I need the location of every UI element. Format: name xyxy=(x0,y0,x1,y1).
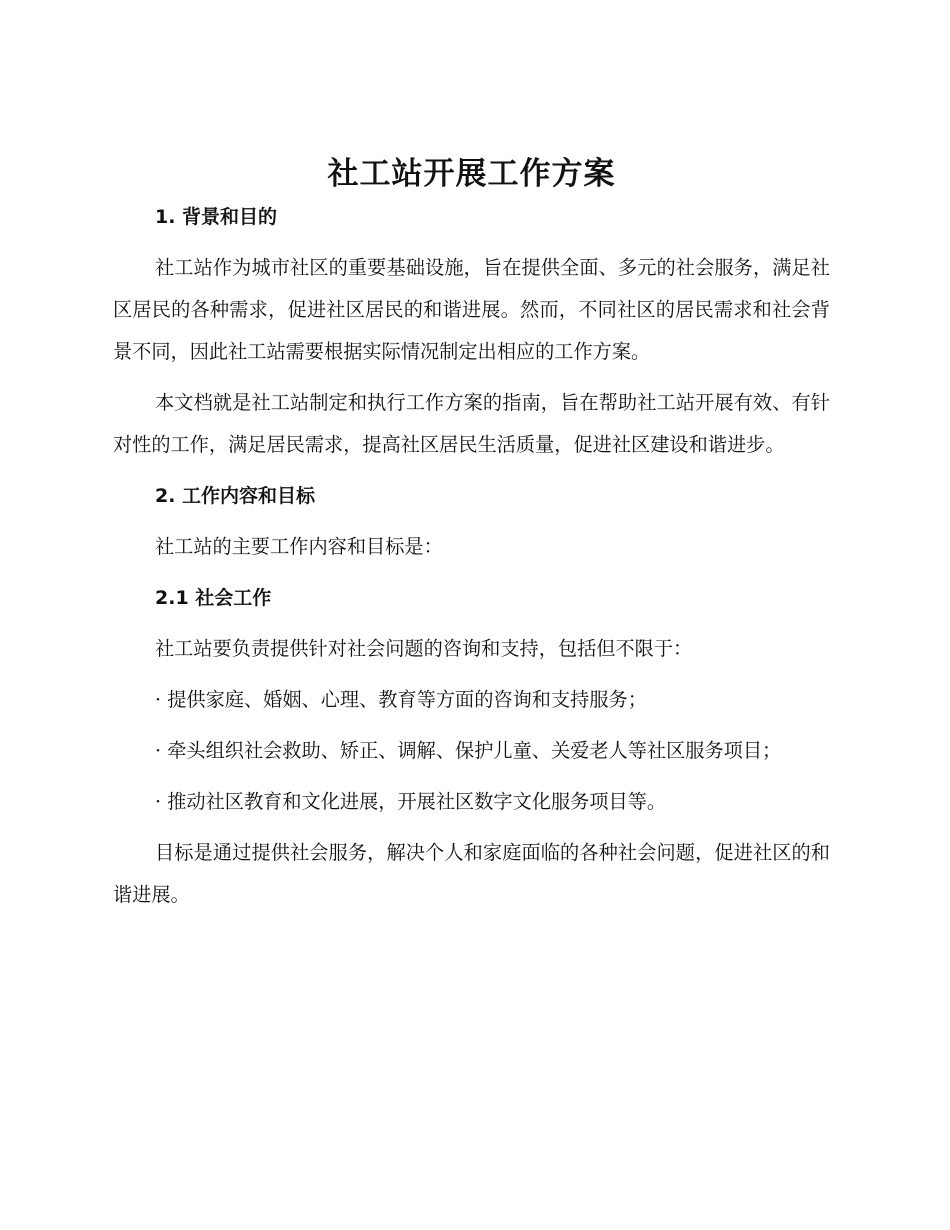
paragraph-background-2: 本文档就是社工站制定和执行工作方案的指南，旨在帮助社工站开展有效、有针对性的工作，满足居民需求，提高社区居民生活质量，促进社区建设和谐进步。 xyxy=(113,391,830,456)
section-heading-social-work: 2.1 社会工作 xyxy=(155,587,272,609)
section-work-content xyxy=(113,475,830,568)
paragraph-social-work-intro: 社工站要负责提供针对社会问题的咨询和支持，包括但不限于： xyxy=(155,637,693,660)
bullet-item-community-projects: · 牵头组织社会救助、矫正、调解、保护儿童、关爱老人等社区服务项目； xyxy=(155,739,782,762)
section-background xyxy=(113,196,830,466)
section-heading-background: 1. 背景和目的 xyxy=(155,206,278,228)
bullet-item-culture: · 推动社区教育和文化进展，开展社区数字文化服务项目等。 xyxy=(155,790,667,813)
paragraph-background-1: 社工站作为城市社区的重要基础设施，旨在提供全面、多元的社会服务，满足社区居民的各种需求，促进社区居民的和谐进展。然而，不同社区的居民需求和社会背景不同，因此社工站需要根据实际情况制定出相应的工作方案。 xyxy=(113,256,830,363)
paragraph-work-content-intro: 社工站的主要工作内容和目标是： xyxy=(155,535,443,558)
bullet-item-consulting: · 提供家庭、婚姻、心理、教育等方面的咨询和支持服务； xyxy=(155,688,647,711)
paragraph-social-work-goal: 目标是通过提供社会服务，解决个人和家庭面临的各种社会问题，促进社区的和谐进展。 xyxy=(113,841,830,906)
section-heading-work-content: 2. 工作内容和目标 xyxy=(155,485,316,507)
section-social-work xyxy=(113,577,830,916)
document-page xyxy=(113,150,830,916)
document-title: 社工站开展工作方案 xyxy=(327,156,616,192)
